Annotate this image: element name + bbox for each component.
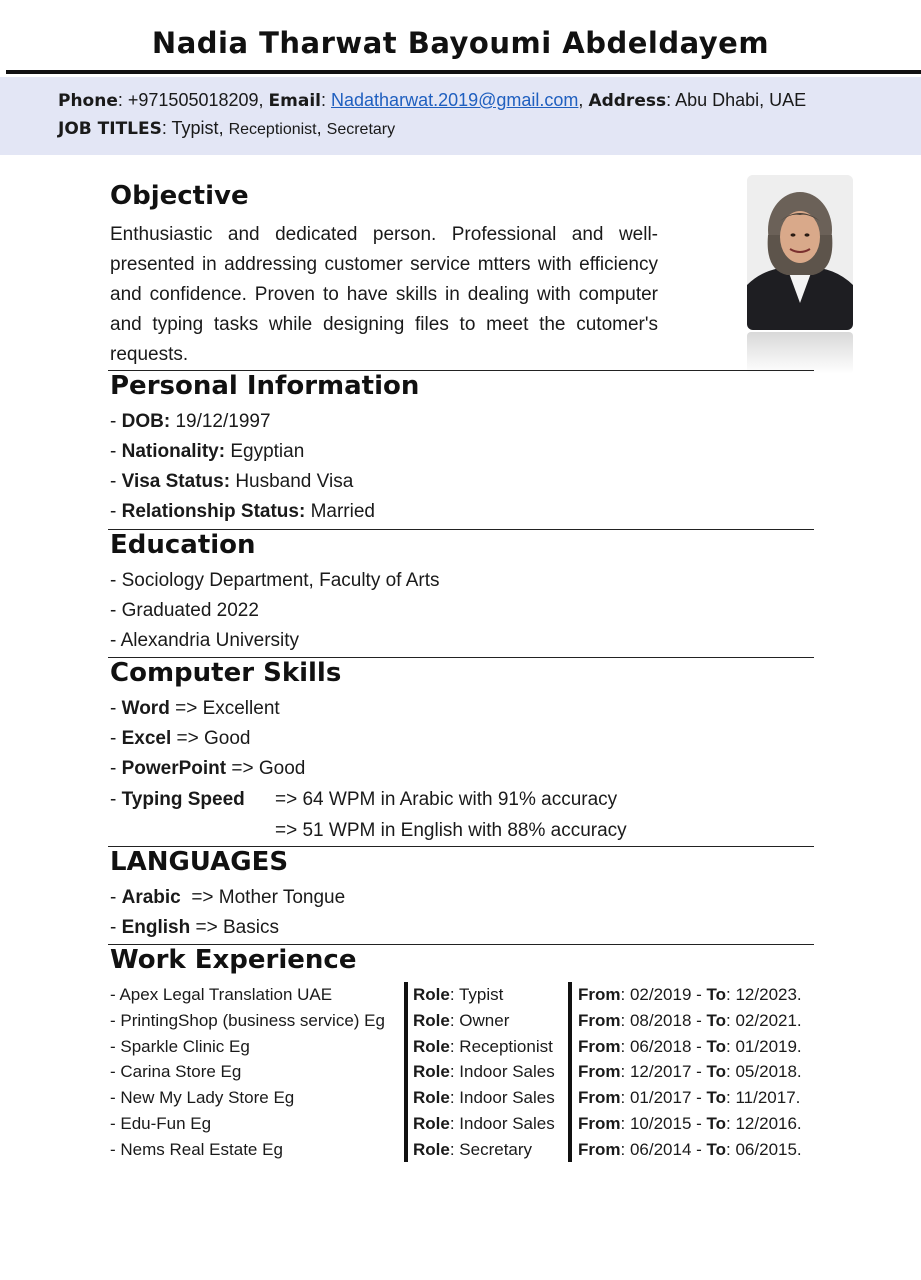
column-divider: [404, 982, 408, 1162]
address-value: Abu Dhabi, UAE: [675, 90, 807, 110]
objective-heading: Objective: [110, 181, 249, 211]
personal-item-nationality: - Nationality: Egyptian: [110, 441, 305, 462]
typing-speed-arabic: => 64 WPM in Arabic with 91% accuracy: [275, 789, 618, 810]
objective-text: Enthusiastic and dedicated person. Professional and well-presented in addressing customer service mtters with efficiency and confidence. Proven to have skills in dealing with computer and typing tasks while designing files to meet the cutomer's requests.: [110, 224, 658, 365]
work-company: - Edu-Fun Eg: [110, 1114, 212, 1133]
education-heading: Education: [110, 530, 256, 560]
email-link[interactable]: Nadatharwat.2019@gmail.com: [331, 90, 579, 110]
contact-line: Phone: +971505018209, Email: Nadatharwat.2019@gmail.com, Address: Abu Dhabi, UAE: [58, 90, 807, 111]
typing-speed-label: - Typing Speed: [110, 789, 245, 810]
resume-header: [0, 0, 921, 155]
contact-band: [0, 77, 921, 155]
phone-label: Phone: [58, 91, 118, 111]
work-experience-heading: Work Experience: [110, 945, 357, 975]
skill-item: - PowerPoint => Good: [110, 758, 306, 779]
personal-item-relationship: - Relationship Status: Married: [110, 501, 375, 522]
computer-skills-heading: Computer Skills: [110, 658, 342, 688]
work-role: Role: Secretary: [413, 1140, 533, 1159]
skill-item: - Word => Excellent: [110, 698, 280, 719]
column-divider: [568, 982, 572, 1162]
work-company: - Sparkle Clinic Eg: [110, 1037, 250, 1056]
language-item: - Arabic => Mother Tongue: [110, 887, 346, 908]
work-role: Role: Indoor Sales: [413, 1088, 555, 1107]
work-dates: From: 02/2019 - To: 12/2023.: [578, 985, 802, 1004]
address-label: Address: [588, 91, 667, 111]
job-titles-label: JOB TITLES: [58, 119, 162, 139]
job-title: Receptionist: [228, 121, 317, 138]
personal-info-heading: Personal Information: [110, 371, 420, 401]
education-item: - Sociology Department, Faculty of Arts: [110, 570, 440, 591]
candidate-name: Nadia Tharwat Bayoumi Abdeldayem: [151, 26, 770, 60]
profile-photo: [747, 175, 853, 330]
photo-reflection: [747, 332, 853, 374]
work-dates: From: 06/2014 - To: 06/2015.: [578, 1140, 802, 1159]
work-role: Role: Owner: [413, 1011, 510, 1030]
work-company: - Apex Legal Translation UAE: [110, 985, 333, 1004]
work-role: Role: Receptionist: [413, 1037, 553, 1056]
work-company: - PrintingShop (business service) Eg: [110, 1011, 385, 1030]
work-dates: From: 10/2015 - To: 12/2016.: [578, 1114, 802, 1133]
education-item: - Alexandria University: [110, 630, 300, 651]
personal-item-dob: - DOB: 19/12/1997: [110, 411, 271, 432]
work-role: Role: Typist: [413, 985, 504, 1004]
email-label: Email: [268, 91, 321, 111]
work-dates: From: 08/2018 - To: 02/2021.: [578, 1011, 802, 1030]
work-dates: From: 01/2017 - To: 11/2017.: [578, 1088, 801, 1107]
work-role: Role: Indoor Sales: [413, 1114, 555, 1133]
work-company: - Carina Store Eg: [110, 1062, 242, 1081]
work-company: - New My Lady Store Eg: [110, 1088, 295, 1107]
work-dates: From: 06/2018 - To: 01/2019.: [578, 1037, 802, 1056]
language-item: - English => Basics: [110, 917, 279, 938]
skill-item: - Excel => Good: [110, 728, 251, 749]
job-title: Secretary: [326, 121, 396, 138]
typing-speed-english: => 51 WPM in English with 88% accuracy: [275, 820, 627, 841]
personal-item-visa: - Visa Status: Husband Visa: [110, 471, 354, 492]
work-dates: From: 12/2017 - To: 05/2018.: [578, 1062, 802, 1081]
job-titles-line: JOB TITLES: Typist, Receptionist, Secretary: [58, 118, 396, 139]
work-company: - Nems Real Estate Eg: [110, 1140, 283, 1159]
education-item: - Graduated 2022: [110, 600, 259, 621]
work-role: Role: Indoor Sales: [413, 1062, 555, 1081]
phone-value: +971505018209: [127, 90, 259, 110]
job-title: Typist: [171, 118, 219, 138]
header-rule: [6, 70, 921, 74]
languages-heading: LANGUAGES: [110, 847, 289, 877]
